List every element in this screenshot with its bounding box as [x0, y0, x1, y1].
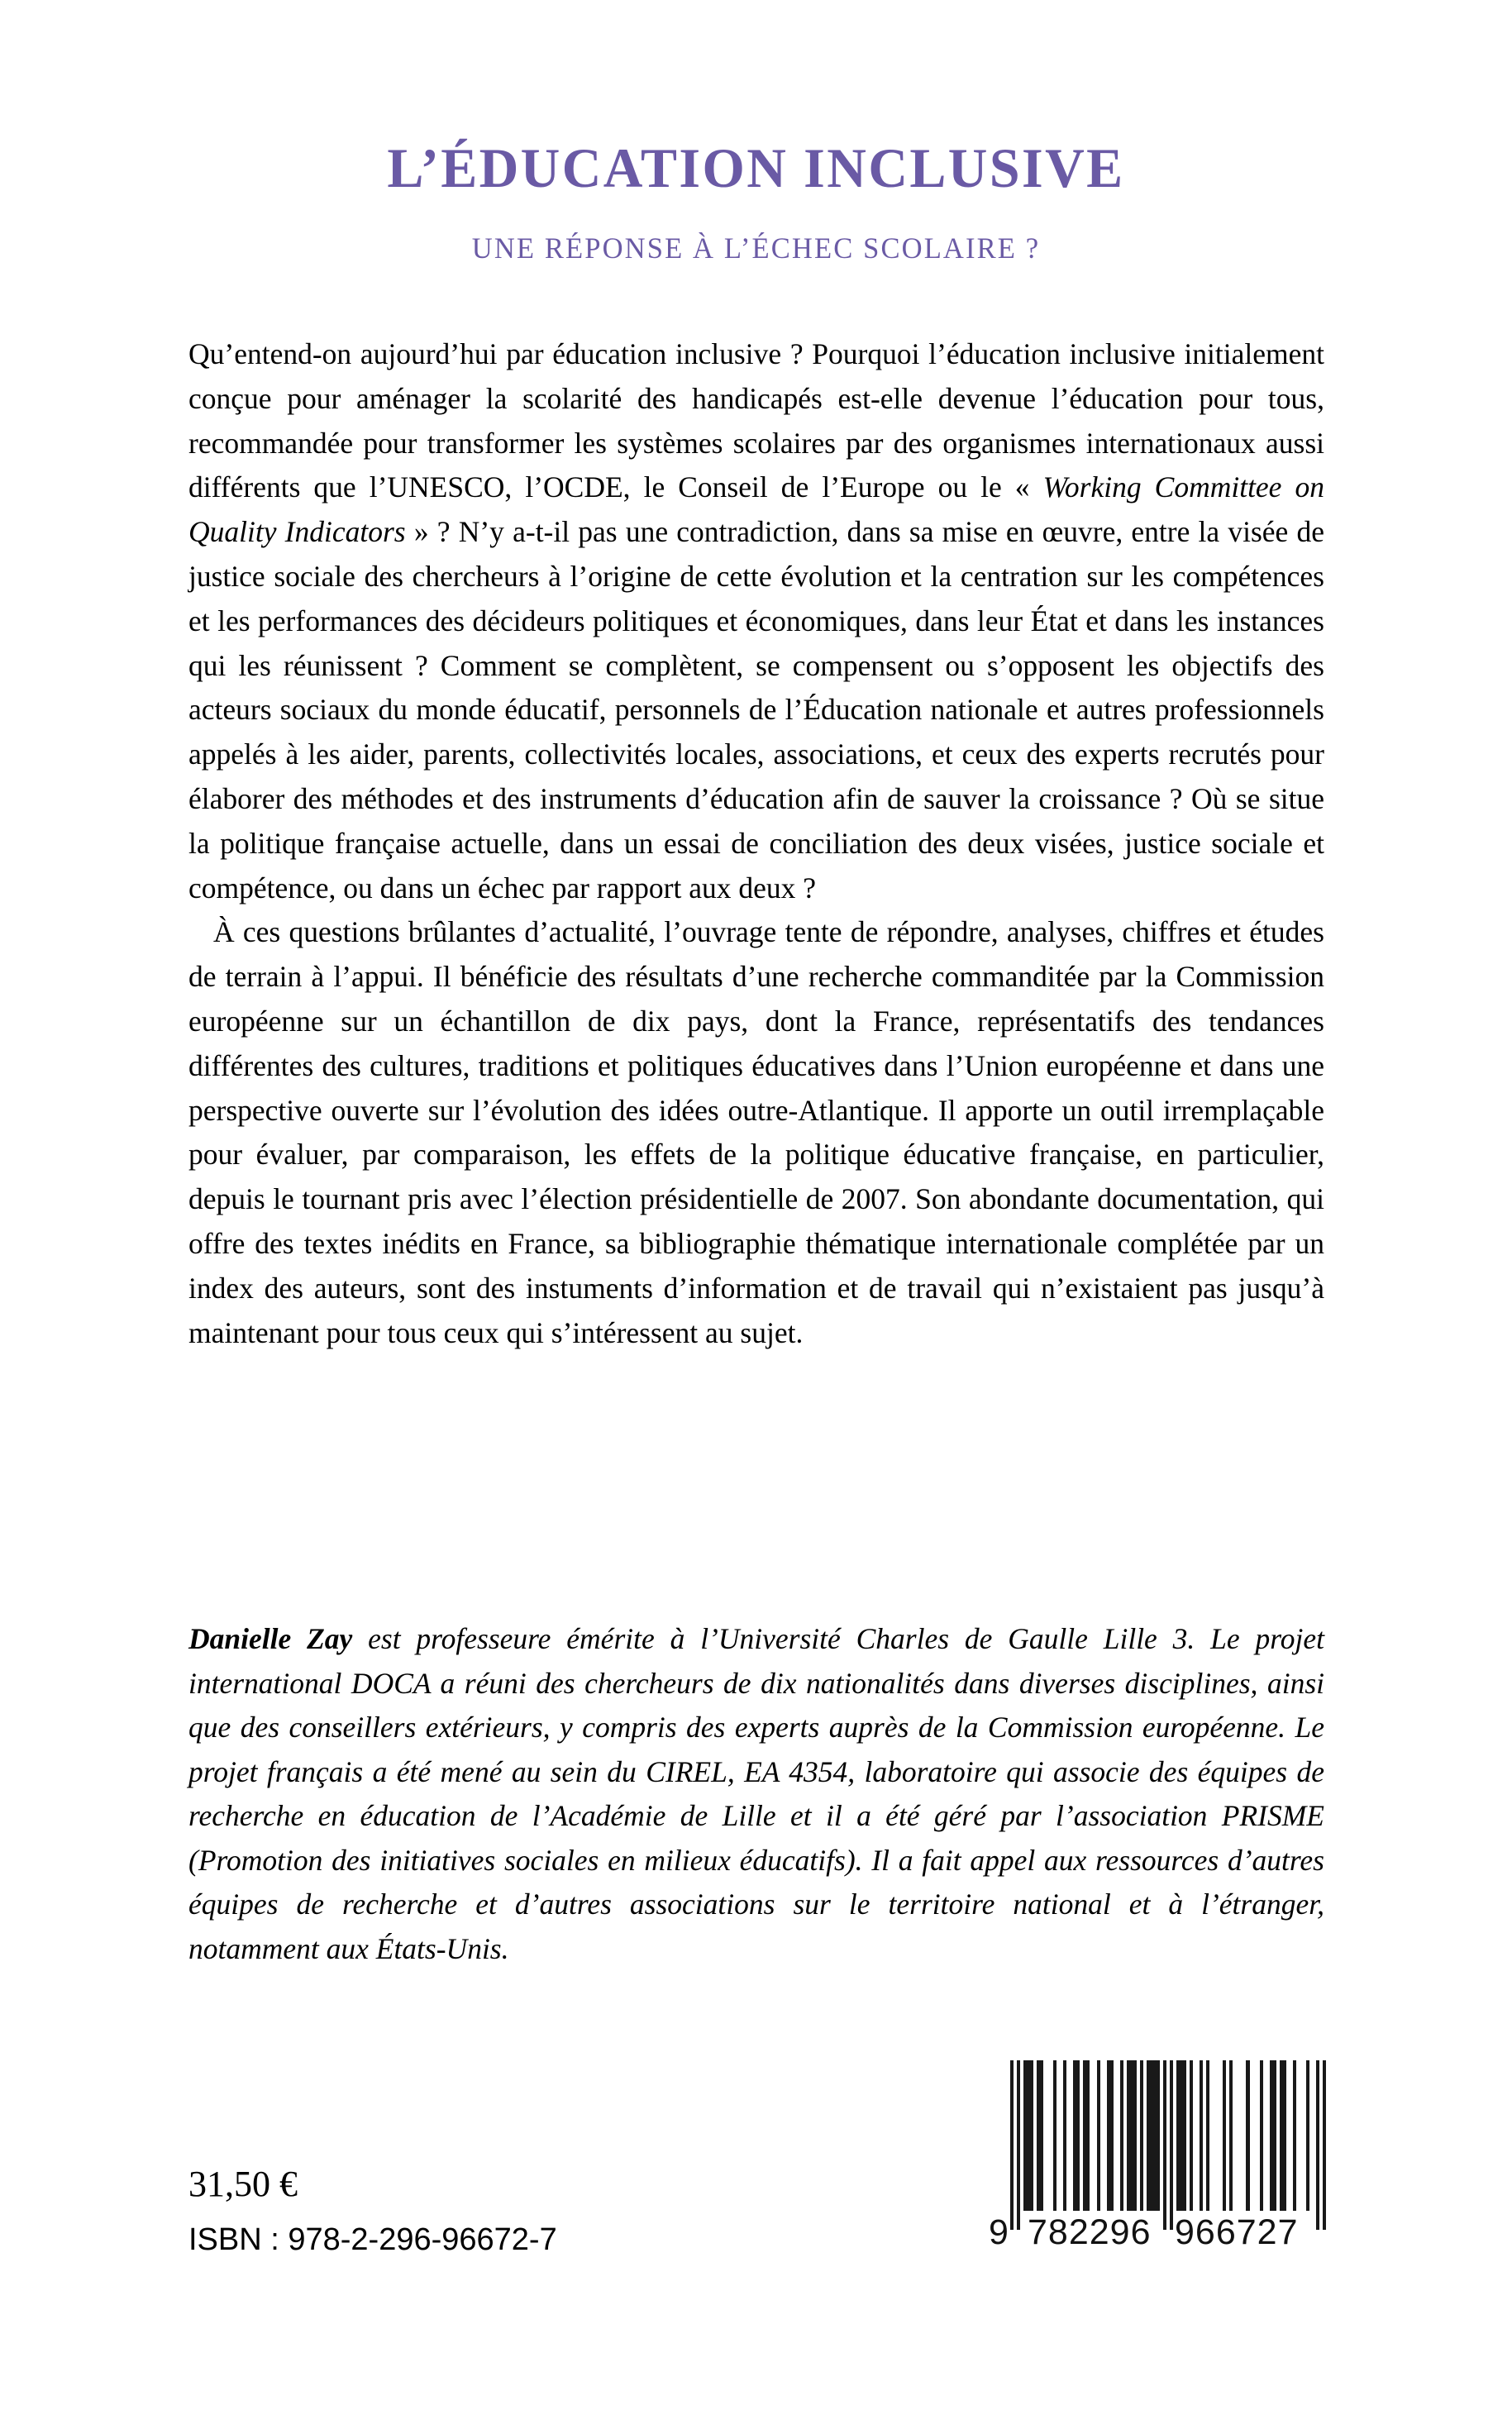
barcode-bar — [1270, 2060, 1276, 2211]
barcode-digits-right: 966727 — [1175, 2212, 1299, 2252]
barcode-bar — [1010, 2060, 1014, 2230]
page-subtitle: UNE RÉPONSE À L’ÉCHEC SCOLAIRE ? — [471, 231, 1041, 265]
barcode-bar — [1063, 2060, 1066, 2211]
page-title: L’ÉDUCATION INCLUSIVE — [387, 136, 1125, 199]
blurb-p1-part2: » ? N’y a-t-il pas une contradiction, dans sa mise en œuvre, entre la visée de justice sociale des chercheurs à l’origine de cette évolution et la centration sur les compétences et les performances des décideurs politiques et économiques, dans leur État et dans les instances qui les réunissent ? Comment se complètent, se compensent ou s’opposent les objectifs des acteurs sociaux du monde éducatif, personnels de l’Éducation nationale et autres professionnels appelés à les aider, parents, collectivités locales, associations, et ceux des experts recrutés pour élaborer des méthodes et des instruments d’éducation afin de sauver la croissance ? Où se situe la politique française actuelle, dans un essai de conciliation des deux visées, justice sociale et compétence, ou dans un échec par rapport aux deux ? — [188, 515, 1324, 904]
barcode-bar — [1246, 2060, 1249, 2211]
barcode-bar — [1073, 2060, 1080, 2211]
barcode-bar — [1176, 2060, 1186, 2211]
blurb-paragraph-2: À ces questions brûlantes d’actualité, l’ouvrage tente de répondre, analyses, chiffres et études de terrain à l’appui. Il bénéficie des résultats d’une recherche commanditée par la Commission européenne sur un échantillon de dix pays, dont la France, représentatifs des tendances différentes des cultures, traditions et politiques éducatives dans l’Union européenne et dans une perspective ouverte sur l’évolution des idées outre-Atlantique. Il apporte un outil irremplaçable pour évaluer, par comparaison, les effets de la politique éducative française, en particulier, depuis le tournant pris avec l’élection présidentielle de 2007. Son abondante documentation, qui offre des textes inédits en France, sa bibliographie thématique internationale complétée par un index des auteurs, sont des instuments d’information et de travail qui n’existaient pas jusqu’à maintenant pour tous ceux qui s’intéressent au sujet. — [188, 915, 1324, 1349]
blurb-p1-part1: Qu’entend-on aujourd’hui par éducation inclusive ? Pourquoi l’éducation inclusive initialement conçue pour aménager la scolarité des handicapés est-elle devenue l’éducation pour tous, recommandée pour transformer les systèmes scolaires par des organismes internationaux aussi différents que l’UNESCO, l’OCDE, le Conseil de l’Europe ou le « — [188, 337, 1324, 504]
barcode-bar — [1223, 2060, 1226, 2211]
barcode-bar — [1260, 2060, 1263, 2211]
barcode-bar — [1206, 2060, 1209, 2211]
barcode-digits-left: 782296 — [1028, 2212, 1152, 2252]
barcode-bar — [1097, 2060, 1100, 2211]
barcode-bar — [1163, 2060, 1166, 2230]
price-label: 31,50 € — [188, 2164, 298, 2204]
author-name: Danielle Zay — [188, 1622, 353, 1655]
barcode-bar — [1293, 2060, 1296, 2211]
barcode-bar — [1107, 2060, 1114, 2211]
barcode-bar — [1017, 2060, 1020, 2230]
blurb-paragraph-1 — [188, 332, 1324, 910]
barcode-bar — [1200, 2060, 1203, 2211]
barcode-bar — [1053, 2060, 1056, 2211]
barcode-bar — [1127, 2060, 1137, 2211]
author-bio-paragraph — [188, 1617, 1324, 1971]
barcode-bar — [1083, 2060, 1090, 2211]
barcode-bar — [1023, 2060, 1033, 2211]
barcode-bar — [1147, 2060, 1160, 2211]
barcode-bar — [1037, 2060, 1043, 2211]
author-bio-text: est professeure émérite à l’Université Charles de Gaulle Lille 3. Le projet international DOCA a réuni des chercheurs de dix nationalités dans diverses disciplines, ainsi que des conseillers extérieurs, y compris des experts auprès de la Commission européenne. Le projet français a été mené au sein du CIREL, EA 4354, laboratoire qui associe des équipes de recherche en éducation de l’Académie de Lille et il a été géré par l’association PRISME (Promotion des initiatives sociales en milieux éducatifs). Il a fait appel aux ressources d’autres équipes de recherche et d’autres associations sur le territoire national et à l’étranger, notamment aux États-Unis. — [188, 1622, 1324, 1965]
barcode-bar — [1229, 2060, 1233, 2211]
barcode-bar — [1323, 2060, 1326, 2230]
barcode-digits — [989, 2212, 1336, 2255]
barcode-bar — [1306, 2060, 1309, 2211]
isbn-label: ISBN : 978-2-296-96672-7 — [188, 2222, 557, 2257]
author-bio — [188, 1617, 1324, 1971]
barcode-bar — [1170, 2060, 1173, 2230]
blurb-text — [188, 332, 1324, 1355]
blurb-p1-italic-title: Working Committee on Quality Indicators — [188, 470, 1324, 549]
title-block — [0, 136, 1512, 265]
barcode-bar — [1190, 2060, 1193, 2211]
barcode-bar — [1316, 2060, 1319, 2230]
barcode-bar — [1120, 2060, 1123, 2211]
barcode-bar — [1140, 2060, 1143, 2211]
barcode-digit-lead: 9 — [989, 2212, 1009, 2252]
barcode-bar — [1280, 2060, 1286, 2211]
